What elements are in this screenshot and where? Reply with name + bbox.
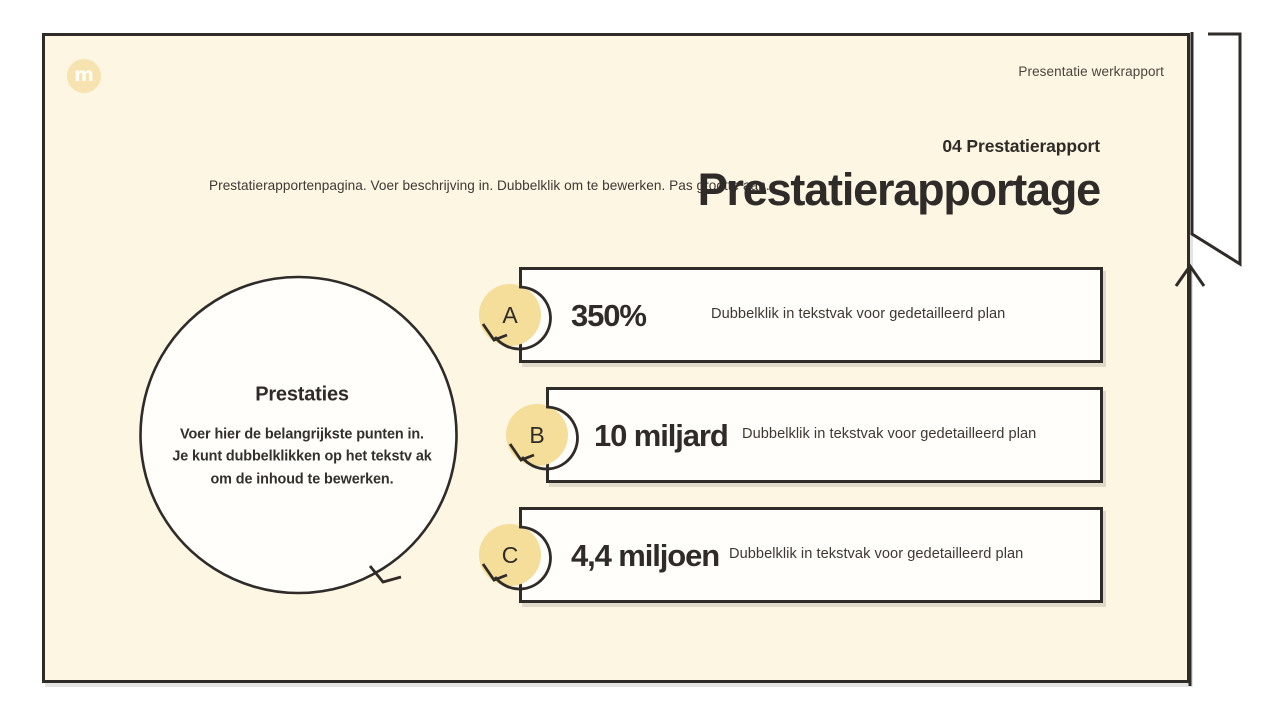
stat-card-b-description[interactable]: Dubbelklik in tekstvak voor gedetailleerd plan: [742, 426, 1037, 443]
stat-card-a-letter: A: [502, 301, 518, 328]
bookmark-ribbon: [1190, 32, 1252, 264]
summary-circle-text: [171, 384, 433, 491]
up-arrow-icon: [1168, 258, 1212, 686]
summary-circle: [137, 277, 467, 597]
stat-card-c[interactable]: [475, 507, 1115, 603]
stat-card-c-description[interactable]: Dubbelklik in tekstvak voor gedetailleerd plan: [729, 546, 1024, 563]
stat-card-b-letter: B: [529, 421, 545, 448]
summary-circle-body: Voer hier de belangrijkste punten in. Je kunt dubbelklikken op het tekstv ak om de inhoud te bewerken.: [172, 426, 432, 488]
page-title: Prestatierapportage: [697, 164, 1100, 215]
loop-arrow-icon: [475, 280, 545, 350]
summary-circle-title: Prestaties: [255, 383, 349, 406]
stat-card-c-value: 4,4 miljoen: [571, 537, 720, 573]
stat-card-a-content: [571, 267, 1091, 363]
stat-card-a-badge: [475, 280, 545, 350]
section-label: 04 Prestatierapport: [942, 136, 1100, 156]
stat-card-c-letter: C: [501, 541, 519, 568]
logo-letter: m: [74, 63, 94, 86]
loop-arrow-icon: [502, 400, 572, 470]
brand-logo: [67, 59, 101, 93]
loop-arrow-icon: [475, 520, 545, 590]
stat-card-b-content: [594, 387, 1094, 483]
stat-card-a-value: 350%: [571, 297, 646, 333]
stat-card-c-content: [571, 507, 1091, 603]
stat-card-a[interactable]: [475, 267, 1115, 363]
slide-description: Prestatierapportenpagina. Voer beschrijving in. Dubbelklik om te bewerken. Pas grootte aan.: [209, 178, 770, 193]
presentation-kicker: Presentatie werkrapport: [1018, 64, 1164, 79]
stat-card-b[interactable]: [502, 387, 1115, 483]
stat-card-a-description[interactable]: Dubbelklik in tekstvak voor gedetailleerd plan: [711, 306, 1006, 323]
stat-card-c-badge: [475, 520, 545, 590]
stat-card-b-badge: [502, 400, 572, 470]
stat-card-b-value: 10 miljard: [594, 417, 728, 453]
